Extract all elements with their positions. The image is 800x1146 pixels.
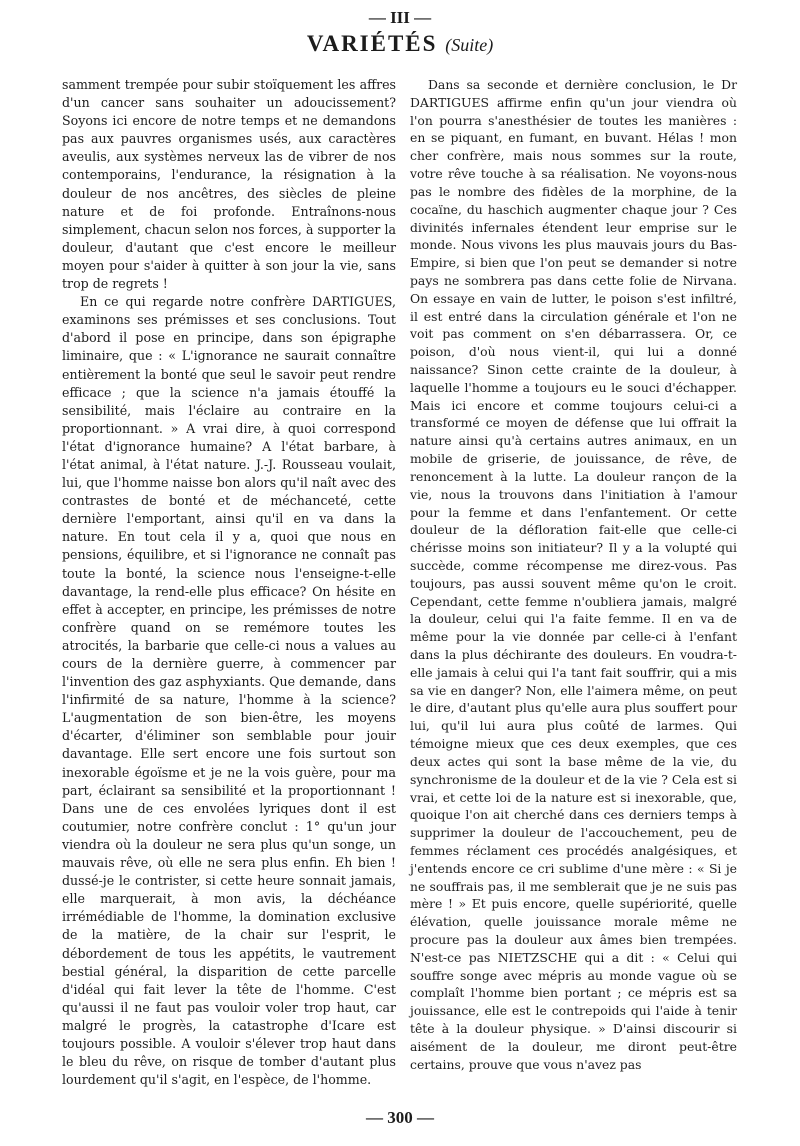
- section-title-suffix: (Suite): [445, 35, 494, 55]
- right-column: [410, 76, 737, 1074]
- section-title: [0, 30, 800, 59]
- page-header: [0, 8, 800, 59]
- left-paragraph-1: samment trempée pour subir stoïquement les affres d'un cancer sans souhaiter un adoucissement? Soyons ici encore de notre temps et ne demandons pas aux pauvres organismes usés, aux caractères aveulis, aux systèmes nerveux las de vibrer de nos contemporains, l'endurance, la résignation à la douleur de nos ancêtres, des siècles de pleine nature et de foi profonde. Entraînons-nous simplement, chacun selon nos forces, à supporter la douleur, d'autant que c'est encore le meilleur moyen pour s'aider à quitter à son jour la vie, sans trop de regrets !: [62, 77, 396, 292]
- left-paragraph-2: En ce qui regarde notre confrère DARTIGUES, examinons ses prémisses et ses conclusions. Tout d'abord il pose en principe, dans son épigraphe liminaire, que : « L'ignorance ne saurait connaître entièrement la bonté que seul le savoir peut rendre efficace ; que la science n'a jamais étouffé la sensibilité, mais l'éclaire au contraire en la proportionnant. » A vrai dire, à quoi correspond l'état d'ignorance humaine? A l'état barbare, à l'état animal, à l'état nature. J.-J. Rousseau voulait, lui, que l'homme naisse bon alors qu'il naît avec des contrastes de bonté et de méchanceté, cette dernière l'emportant, ainsi qu'il en va dans la nature. En tout cela il y a, quoi que nous en pensions, équilibre, et si l'ignorance ne connaît pas toute la bonté, la science nous l'enseigne-t-elle davantage, la rend-elle plus efficace? On hésite en effet à accepter, en principe, les prémisses de notre confrère quand on se remémore toutes les atrocités, la barbarie que celle-ci nous a values au cours de la dernière guerre, à commencer par l'invention des gaz asphyxiants. Que demande, dans l'infirmité de sa nature, l'homme à la science? L'augmentation de son bien-être, les moyens d'écarter, d'éliminer son semblable pour jouir davantage. Elle sert encore une fois surtout son inexorable égoïsme et je ne la vois guère, pour ma part, éclairant sa sensibilité et la proportionnant ! Dans une de ces envolées lyriques dont il est coutumier, notre confrère conclut : 1° qu'un jour viendra où la douleur ne sera plus qu'un songe, un mauvais rêve, où elle ne sera plus enfin. Eh bien ! dussé-je le contrister, si cette heure sonnait jamais, elle marquerait, à mon avis, la déchéance irrémédiable de l'homme, la domination exclusive de la matière, de la chair sur l'esprit, le débordement de tous les appétits, le vautrement bestial général, la disparition de cette parcelle d'idéal qui fait lever la tête de l'homme. C'est qu'aussi il ne faut pas vouloir voler trop haut, car malgré le progrès, la catastrophe d'Icare est toujours possible. A vouloir s'élever trop haut dans le bleu du rêve, on risque de tomber d'autant plus lourdement qu'il s'agit, en l'espèce, de l'homme.: [62, 294, 396, 1088]
- left-column: [62, 76, 396, 1089]
- page-number: — 300 —: [366, 1108, 434, 1127]
- roman-page-number: — III —: [368, 8, 432, 27]
- section-title-text: VARIÉTÉS: [306, 31, 438, 56]
- right-paragraph-1: Dans sa seconde et dernière conclusion, le Dr DARTIGUES affirme enfin qu'un jour viendra où l'on pourra s'anesthésier de toutes les manières : en se piquant, en fumant, en buvant. Hélas ! mon cher confrère, mais nous sommes sur la route, votre rêve touche à sa réalisation. Ne voyons-nous pas le nombre des fidèles de la morphine, de la cocaïne, du haschich augmenter chaque jour ? Ces divinités infernales étendent leur emprise sur le monde. Nous vivons les plus mauvais jours du Bas-Empire, si bien que l'on peut se demander si notre pays ne sombrera pas dans cette folie de Nirvana. On essaye en vain de lutter, le poison s'est infiltré, il est entré dans la circulation générale et l'on ne voit pas comment on s'en débarrassera. Or, ce poison, d'où nous vient-il, qui lui a donné naissance? Sinon cette crainte de la douleur, à laquelle l'homme a toujours eu le souci d'échapper. Mais ici encore et comme toujours celui-ci a transformé ce moyen de défense que lui offrait la nature ainsi qu'à certains autres animaux, en un mobile de griserie, de jouissance, de rêve, de renoncement à la lutte. La douleur rançon de la vie, nous la trouvons dans l'initiation à l'amour pour la femme et dans l'enfantement. Or cette douleur de la défloration fait-elle que celle-ci chérisse moins son initiateur? Il y a la volupté qui succède, comme récompense me direz-vous. Pas toujours, pas aussi souvent même qu'on le croit. Cependant, cette femme n'oubliera jamais, malgré la douleur, celui qui l'a faite femme. Il en va de même pour la vie donnée par celle-ci à l'enfant dans la plus déchirante des douleurs. En voudra-t-elle jamais à celui qui l'a tant fait souffrir, qui a mis sa vie en danger? Non, elle l'aimera même, on peut le dire, d'autant plus qu'elle aura plus souffert pour lui, qu'il lui aura plus coûté de larmes. Qui témoigne mieux que ces deux exemples, que ces deux actes qui sont la base même de la vie, du synchronisme de la douleur et de la vie ? Cela est si vrai, et cette loi de la nature est si inexorable, que, quoique l'on ait cherché dans ces derniers temps à supprimer la douleur de l'accouchement, peu de femmes réclament ces procédés analgésiques, et j'entends encore ce cri sublime d'une mère : « Si je ne souffrais pas, il me semblerait que je ne suis pas mère ! » Et puis encore, quelle supériorité, quelle élévation, quelle jouissance morale même ne procure pas la douleur aux âmes bien trempées. N'est-ce pas NIETZSCHE qui a dit : « Celui qui souffre songe avec mépris au monde vague où se complaît l'homme bien portant ; ce mépris est sa jouissance, elle est le contrepoids qui l'aide à tenir tête à la douleur physique. » D'ainsi discourir si aisément de la douleur, me diront peut-être certains, prouve que vous n'avez pas: [410, 77, 737, 1072]
